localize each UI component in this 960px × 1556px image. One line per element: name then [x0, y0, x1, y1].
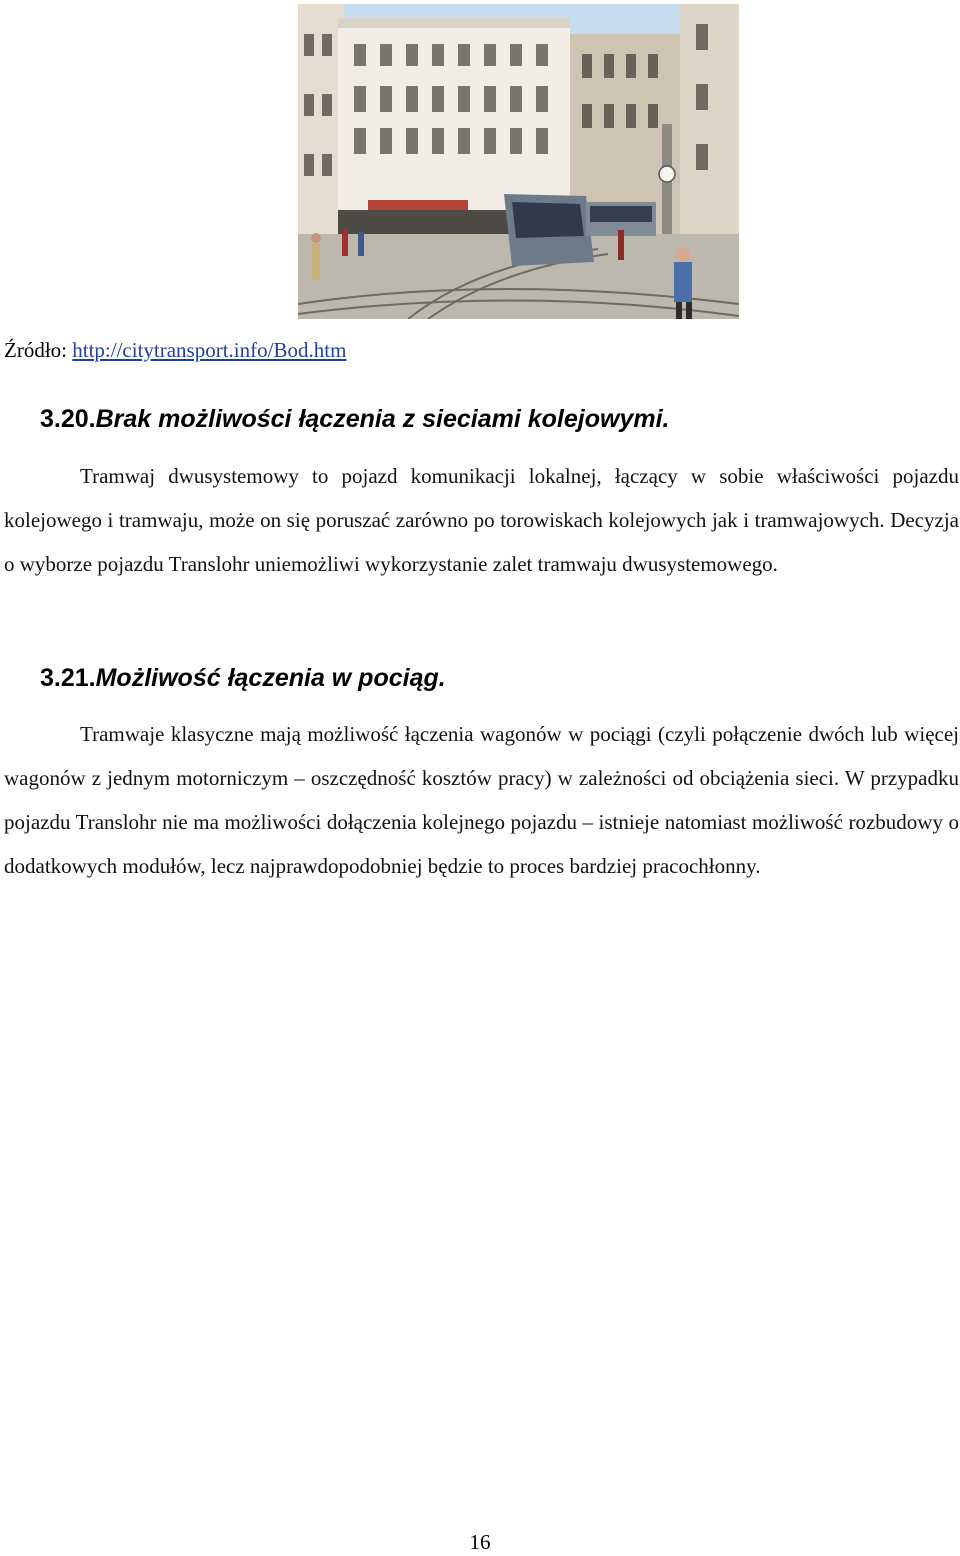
section-number: 3.20.: [40, 405, 96, 433]
page-number: 16: [469, 1530, 491, 1554]
section-number: 3.21.: [40, 664, 96, 692]
source-line: [4, 336, 346, 364]
section-heading: [40, 404, 669, 434]
section-paragraph: Tramwaj dwusystemowy to pojazd komunikacji lokalnej, łączący w sobie właściwości pojazdu kolejowego i tramwaju, może on się poruszać zarówno po torowiskach kolejowych jak i tramwajowych. Decyzja o wyborze pojazdu Translohr uniemożliwi wykorzystanie zalet tramwaju dwusystemowego.: [4, 464, 959, 576]
source-link[interactable]: http://citytransport.info/Bod.htm: [72, 338, 347, 362]
source-label: Źródło:: [4, 338, 73, 362]
section-title: Brak możliwości łączenia z sieciami kolejowymi.: [95, 405, 670, 433]
tram-photo: [298, 4, 739, 319]
section-paragraph: Tramwaje klasyczne mają możliwość łączenia wagonów w pociągi (czyli połączenie dwóch lub więcej wagonów z jednym motorniczym – oszczędność kosztów pracy) w zależności od obciążenia sieci. W przypadku pojazdu Translohr nie ma możliwości dołączenia kolejnego pojazdu – istnieje natomiast możliwość rozbudowy o dodatkowych modułów, lecz najprawdopodobniej będzie to proces bardziej pracochłonny.: [4, 722, 959, 878]
section-title: Możliwość łączenia w pociąg.: [95, 664, 446, 692]
section-heading: [40, 663, 446, 693]
